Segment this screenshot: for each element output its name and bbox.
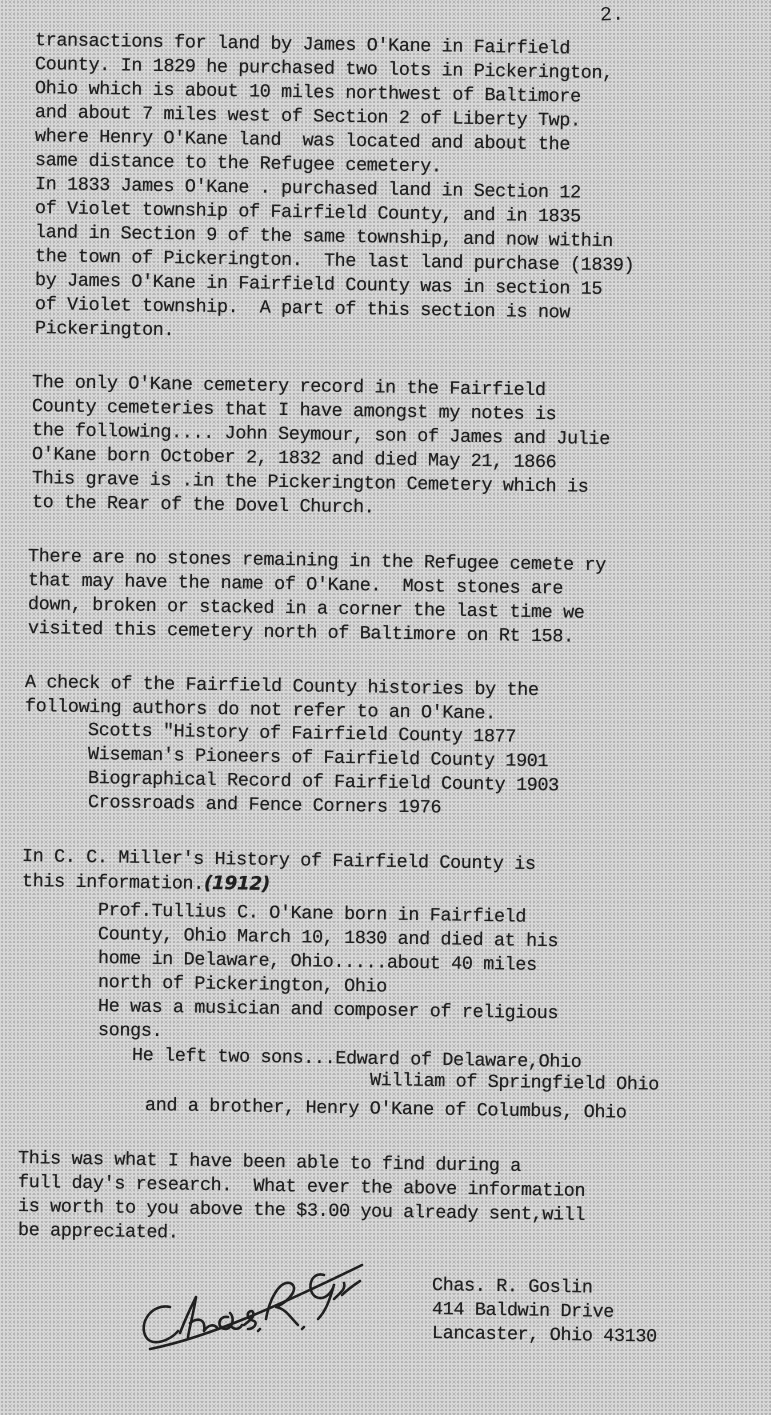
book-title: Biographical Record of Fairfield County 1903 xyxy=(87,768,560,797)
text-line: This was what I have been able to find during a xyxy=(17,1148,522,1177)
text-line: of Violet township. A part of this section is now xyxy=(34,294,571,324)
text-line: A check of the Fairfield County histories by the xyxy=(24,672,539,702)
text-line: This grave is .in the Pickerington Cemetery which is xyxy=(31,468,589,498)
text-line: be appreciated. xyxy=(17,1220,179,1244)
text-line: the following.... John Seymour, son of James and Julie xyxy=(31,420,611,451)
text-line: He left two sons...Edward of Delaware,Ohio xyxy=(131,1045,582,1074)
text-line: County. In 1829 he purchased two lots in Pickerington, xyxy=(34,54,614,85)
book-title: Wiseman's Pioneers of Fairfield County 1901 xyxy=(87,744,549,773)
text-line: County cemeteries that I have amongst my notes is xyxy=(31,396,557,426)
text-line: Pickerington. xyxy=(34,318,175,342)
text-line: full day's research. What ever the above information xyxy=(17,1172,586,1202)
text-line: visited this cemetery north of Baltimore on Rt 158. xyxy=(27,618,574,648)
text-line: In C. C. Miller's History of Fairfield County is xyxy=(21,846,536,876)
text-line: There are no stones remaining in the Refugee cemete ry xyxy=(27,546,607,577)
text-line: Ohio which is about 10 miles northwest of Baltimore xyxy=(34,78,581,108)
text-line: County, Ohio March 10, 1830 and died at his xyxy=(97,924,559,953)
text-line: William of Springfield Ohio xyxy=(369,1070,660,1096)
text-line: of Violet township of Fairfield County, and in 1835 xyxy=(34,198,581,228)
text-line: by James O'Kane in Fairfield County was in section 15 xyxy=(34,270,603,300)
text-line: O'Kane born October 2, 1832 and died May 21, 1866 xyxy=(31,444,557,474)
text-line: to the Rear of the Dovel Church. xyxy=(31,492,375,519)
text-line-content: this information. xyxy=(21,871,205,895)
text-line: transactions for land by James O'Kane in Fairfield xyxy=(34,30,571,60)
text-line: where Henry O'Kane land was located and about the xyxy=(34,126,571,156)
text-line: and about 7 miles west of Section 2 of Liberty Twp. xyxy=(34,102,581,132)
text-line: is worth to you above the $3.00 you already sent,will xyxy=(17,1196,586,1226)
book-title: Scotts "History of Fairfield County 1877 xyxy=(87,720,517,748)
text-line: land in Section 9 of the same township, and now within xyxy=(34,222,614,253)
text-line: songs. xyxy=(97,1020,163,1043)
text-line: that may have the name of O'Kane. Most stones are xyxy=(27,570,564,600)
text-line: following authors do not refer to an O'Kane. xyxy=(24,696,497,725)
sender-address: 414 Baldwin Drive xyxy=(431,1299,615,1323)
sender-city: Lancaster, Ohio 43130 xyxy=(431,1323,657,1348)
signature-image xyxy=(130,1245,370,1355)
text-line: same distance to the Refugee cemetery. xyxy=(34,150,442,178)
text-line: north of Pickerington, Ohio xyxy=(97,972,388,998)
page-number: 2. xyxy=(599,3,625,28)
text-line: The only O'Kane cemetery record in the Fairfield xyxy=(31,372,546,402)
book-title: Crossroads and Fence Corners 1976 xyxy=(87,792,442,819)
text-line: He was a musician and composer of religious xyxy=(97,996,559,1025)
text-line: home in Delaware, Ohio.....about 40 miles xyxy=(97,948,537,976)
text-line: and a brother, Henry O'Kane of Columbus, Ohio xyxy=(144,1095,627,1124)
handwritten-note: (1912) xyxy=(203,872,271,895)
text-line: down, broken or stacked in a corner the last time we xyxy=(27,594,585,624)
text-line xyxy=(22,870,270,897)
text-line: Prof.Tullius C. O'Kane born in Fairfield xyxy=(97,900,527,928)
text-line: the town of Pickerington. The last land purchase (1839) xyxy=(34,246,635,277)
text-line: In 1833 James O'Kane . purchased land in Section 12 xyxy=(34,174,581,204)
sender-name: Chas. R. Goslin xyxy=(431,1275,593,1299)
